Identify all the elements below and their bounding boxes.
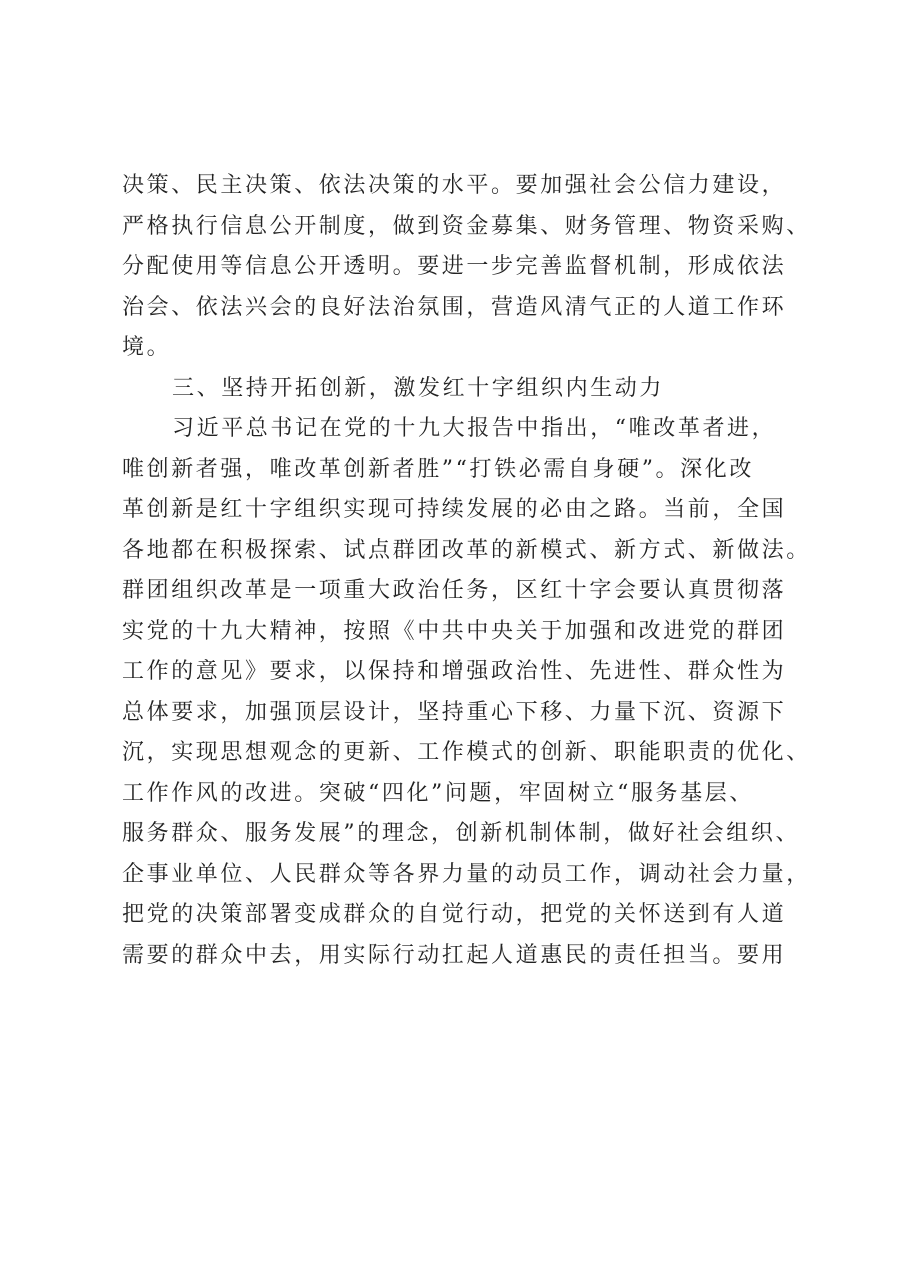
body-text: [122, 166, 812, 976]
text-line: 工作的意见》要求，以保持和增强政治性、先进性、群众性为: [122, 659, 787, 684]
text-line: 分配使用等信息公开透明。要进一步完善监督机制，形成依法: [122, 254, 787, 279]
text-line: 沉，实现思想观念的更新、工作模式的创新、职能职责的优化、: [122, 740, 811, 765]
text-line: 各地都在积极探索、试点群团改革的新模式、新方式、新做法。: [122, 537, 811, 563]
text-line: 唯创新者强，唯改革创新者胜”“打铁必需自身硬”。深化改: [122, 456, 754, 482]
section-heading: 三、坚持开拓创新，激发红十字组织内生动力: [172, 375, 665, 401]
text-line: 群团组织改革是一项重大政治任务，区红十字会要认真贯彻落: [122, 578, 787, 603]
text-line: 革创新是红十字组织实现可持续发展的必由之路。当前，全国: [122, 497, 787, 522]
text-line: 实党的十九大精神，按照《中共中央关于加强和改进党的群团: [122, 618, 787, 644]
text-line: 把党的决策部署变成群众的自觉行动，把党的关怀送到有人道: [122, 902, 787, 927]
text-line: 境。: [122, 335, 172, 360]
text-line: 工作作风的改进。突破“四化”问题，牢固树立“服务基层、: [122, 780, 754, 806]
text-line: 服务群众、服务发展”的理念，创新机制体制，做好社会组织、: [122, 821, 801, 846]
text-line: 严格执行信息公开制度，做到资金募集、财务管理、物资采购、: [122, 213, 811, 239]
text-line: 治会、依法兴会的良好法治氛围，营造风清气正的人道工作环: [122, 294, 787, 320]
text-line: 总体要求，加强顶层设计，坚持重心下移、力量下沉、资源下: [122, 699, 787, 725]
text-line: 企事业单位、人民群众等各界力量的动员工作，调动社会力量，: [122, 861, 811, 887]
text-line: 决策、民主决策、依法决策的水平。要加强社会公信力建设，: [122, 173, 787, 198]
text-line: 习近平总书记在党的十九大报告中指出，“唯改革者进，: [172, 416, 777, 441]
text-line: 需要的群众中去，用实际行动扛起人道惠民的责任担当。要用: [122, 942, 787, 968]
